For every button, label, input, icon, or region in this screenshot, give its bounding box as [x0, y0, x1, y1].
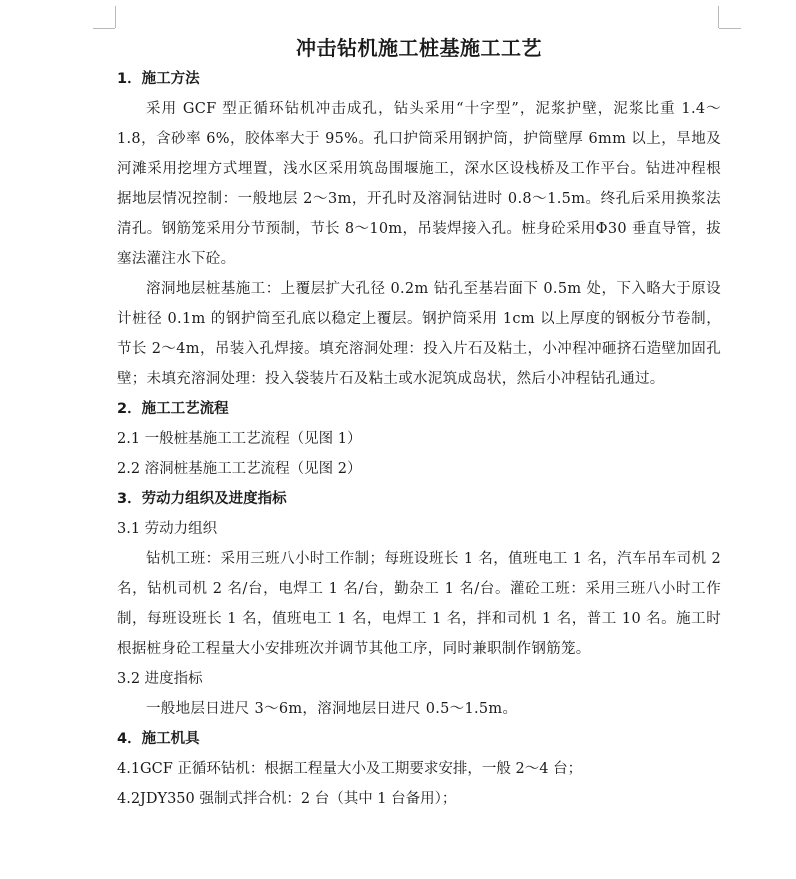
paragraph: 溶洞地层桩基施工：上覆层扩大孔径 0.2m 钻孔至基岩面下 0.5m 处，下入略大于原设计桩径 0.1m 的钢护筒至孔底以稳定上覆层。钢护筒采用 1cm 以上厚度的钢板分节卷制，节长 2～4m，吊装入孔焊接。填充溶洞处理：投入片石及粘土，小冲程冲砸挤石造壁加固孔壁；未填充溶洞处理：投入袋装片石及粘土或水泥筑成岛状，然后小冲程钻孔通过。 [117, 281, 721, 387]
subsection-heading: 3.2 进度指标 [117, 671, 203, 687]
crop-mark-top-left [115, 6, 116, 28]
list-item: 4.1GCF 正循环钻机：根据工程量大小及工期要求安排，一般 2～4 台； [117, 761, 583, 777]
paragraph: 一般地层日进尺 3～6m，溶洞地层日进尺 0.5～1.5m。 [146, 701, 518, 717]
paragraph: 钻机工班：采用三班八小时工作制；每班设班长 1 名，值班电工 1 名，汽车吊车司机 2 名，钻机司机 2 名/台，电焊工 1 名/台，勤杂工 1 名/台。灌砼工班：采用三班八小时工作制，每班设班长 1 名，值班电工 1 名，电焊工 1 名，拌和司机 1 名，普工 10 名。施工时根据桩身砼工程量大小安排班次并调节其他工序，同时兼职制作钢筋笼。 [117, 551, 721, 657]
section-heading: 1．施工方法 [117, 71, 200, 87]
crop-mark-top-right [718, 6, 719, 28]
section-heading: 2．施工工艺流程 [117, 401, 229, 417]
section-heading: 4．施工机具 [117, 731, 200, 747]
list-item: 2.1 一般桩基施工工艺流程（见图 1） [117, 431, 362, 447]
document-title: 冲击钻机施工桩基施工工艺 [296, 36, 542, 60]
document-body [117, 32, 721, 814]
crop-mark-top-right [719, 28, 741, 29]
crop-mark-top-left [93, 28, 115, 29]
section-heading: 3．劳动力组织及进度指标 [117, 491, 287, 507]
subsection-heading: 3.1 劳动力组织 [117, 521, 218, 537]
list-item: 2.2 溶洞桩基施工工艺流程（见图 2） [117, 461, 362, 477]
list-item: 4.2JDY350 强制式拌合机：2 台（其中 1 台备用）； [117, 791, 457, 807]
paragraph: 采用 GCF 型正循环钻机冲击成孔，钻头采用“十字型”，泥浆护壁，泥浆比重 1.4～1.8，含砂率 6%，胶体率大于 95%。孔口护筒采用钢护筒，护筒壁厚 6mm 以上，旱地及河滩采用挖埋方式埋置，浅水区采用筑岛围堰施工，深水区设栈桥及工作平台。钻进冲程根据地层情况控制：一般地层 2～3m，开孔时及溶洞钻进时 0.8～1.5m。终孔后采用换浆法清孔。钢筋笼采用分节预制，节长 8～10m，吊装焊接入孔。桩身砼采用Φ30 垂直导管，拔塞法灌注水下砼。 [117, 101, 721, 267]
